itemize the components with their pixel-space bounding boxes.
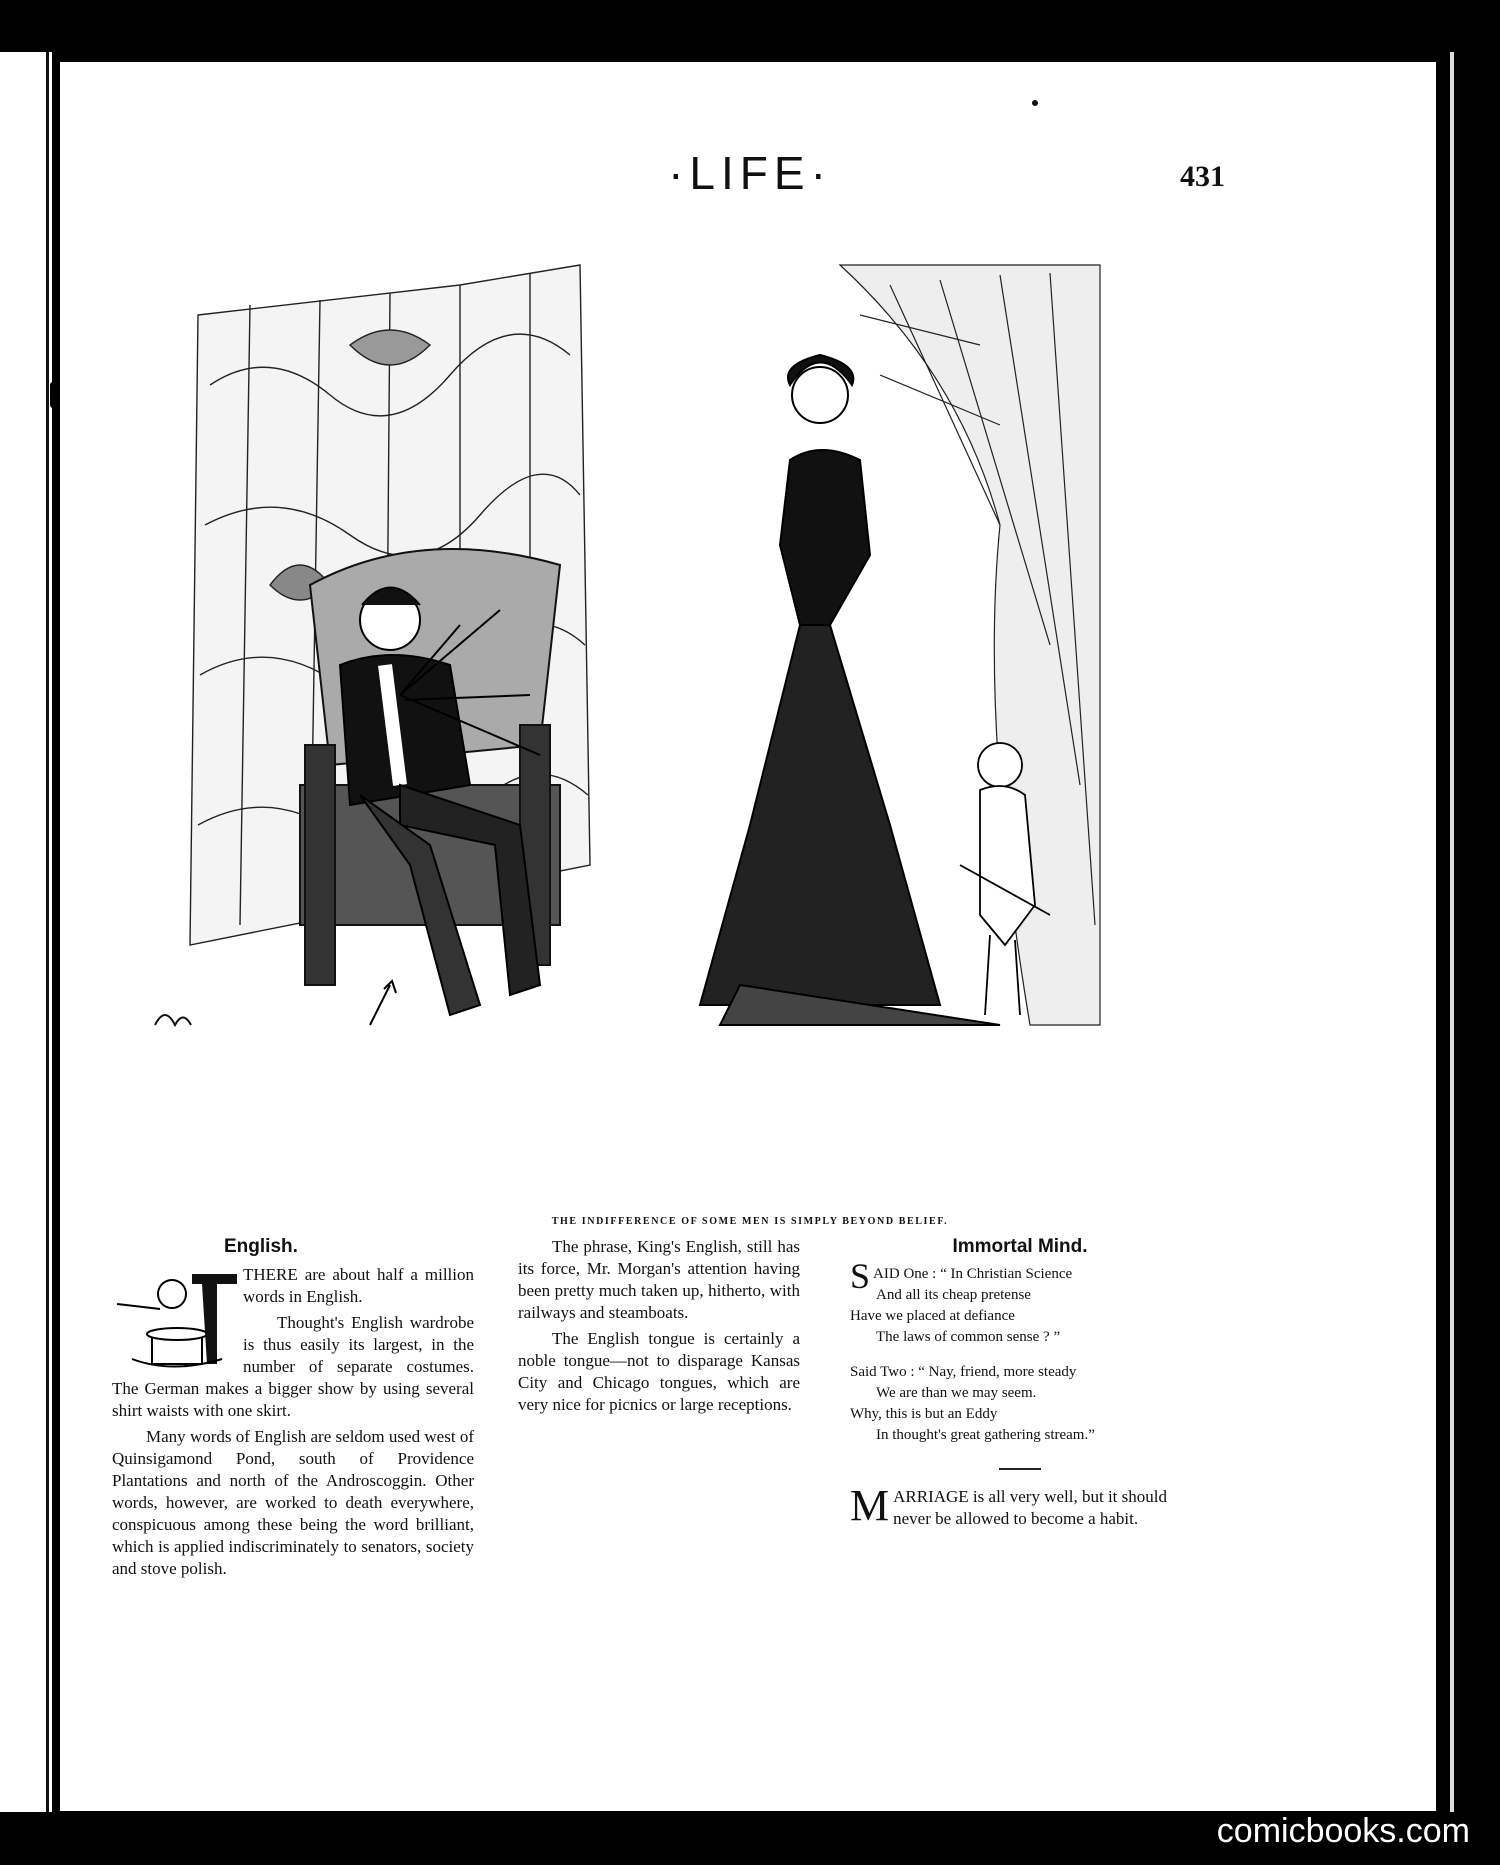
poem-line: Said Two : “ Nay, friend, more steady (850, 1364, 1077, 1380)
poem-line: And all its cheap pretense (876, 1287, 1031, 1303)
illustration-caption: THE INDIFFERENCE OF SOME MEN IS SIMPLY BEYOND BELIEF. (551, 1216, 949, 1227)
poem-stanza-2 (850, 1362, 1190, 1446)
poem-line: Why, this is but an Eddy (850, 1406, 998, 1422)
poem-column (850, 1236, 1190, 1530)
masthead-title: ·LIFE· (668, 147, 832, 199)
english-paragraph-5: The English tongue is certainly a noble tongue—not to disparage Kansas City and Chicago tongues, which are very nice for picnics or large receptions. (518, 1329, 800, 1414)
marriage-quip (850, 1481, 1190, 1530)
page-number: 431 (1180, 160, 1225, 193)
poem-line: Have we placed at defiance (850, 1308, 1015, 1324)
marriage-dropcap: M (850, 1481, 890, 1530)
english-paragraph-4: The phrase, King's English, still has its force, Mr. Morgan's attention having been pretty much taken up, hitherto, with railways and steamboats. (518, 1237, 800, 1322)
poem-stanza-1 (850, 1256, 1190, 1348)
article-english-heading: English. (224, 1236, 298, 1257)
section-divider (999, 1468, 1041, 1470)
poem-line: The laws of common sense ? ” (876, 1329, 1061, 1345)
standing-woman-figure (700, 355, 1000, 1025)
artist-signature (155, 1015, 191, 1025)
article-english-column-1 (112, 1236, 474, 1584)
english-paragraph-3: Many words of English are seldom used west of Quinsigamond Pond, south of Providence Plantations and north of the Androscoggin. Other words, however, are worked to death everywhere, conspicuous among these being the word brilliant, which is applied indiscriminately to senators, society and stove polish. (112, 1427, 474, 1578)
cartoon-illustration (100, 225, 1240, 1125)
poem-line: In thought's great gathering stream.” (876, 1427, 1095, 1443)
illustrated-dropcap-t (112, 1264, 237, 1374)
site-watermark: comicbooks.com (1216, 1812, 1470, 1850)
ink-speck (1032, 100, 1038, 106)
english-paragraph-1: THERE are about half a million words in English. (243, 1265, 474, 1306)
marriage-text: ARRIAGE is all very well, but it should never be allowed to become a habit. (893, 1487, 1167, 1528)
english-paragraph-2: Thought's English wardrobe is thus easily its largest, in the number of separate costumes. The German makes a bigger show by using several shirt waists with one skirt. (112, 1313, 474, 1420)
poem-line: AID One : “ In Christian Science (873, 1266, 1073, 1282)
poem-dropcap: S (850, 1256, 871, 1296)
poem-line: We are than we may seem. (876, 1385, 1037, 1401)
poem-heading: Immortal Mind. (952, 1236, 1088, 1257)
article-english-column-2 (518, 1236, 800, 1420)
